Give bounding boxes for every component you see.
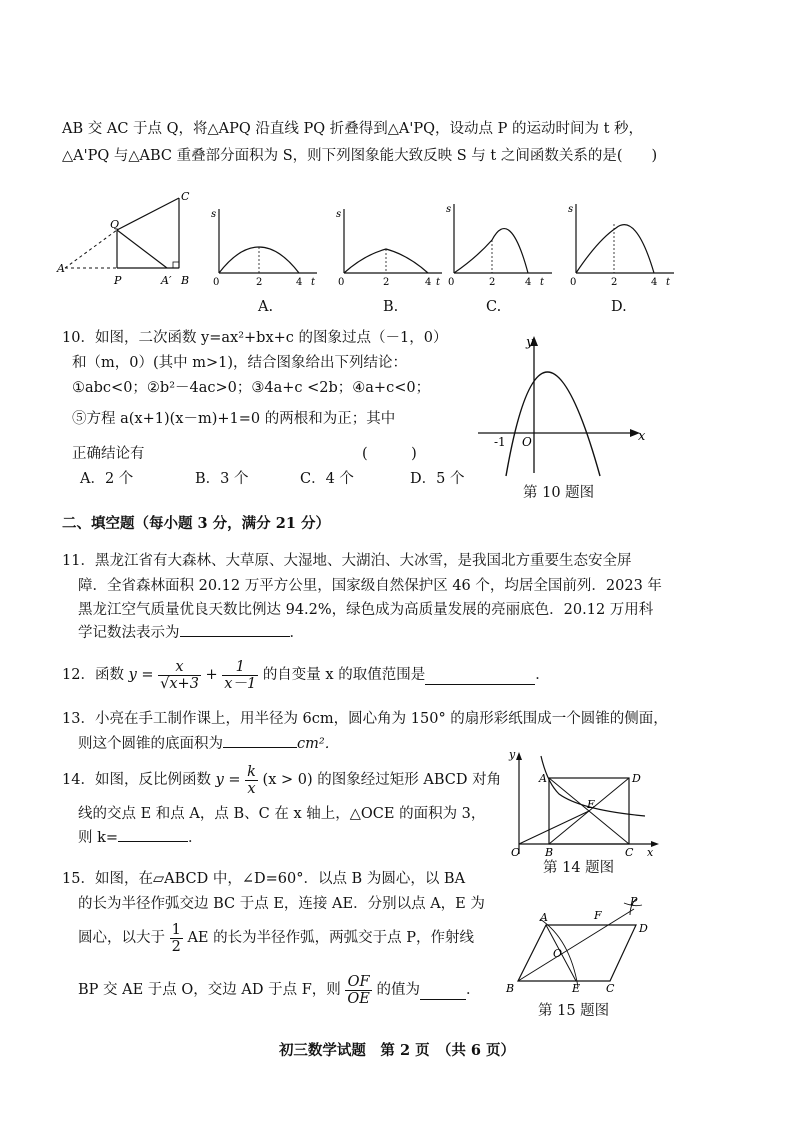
q12-answer-blank[interactable] bbox=[425, 666, 535, 685]
q14-answer-blank[interactable] bbox=[118, 841, 188, 842]
svg-text:s: s bbox=[336, 209, 342, 220]
svg-text:-1: -1 bbox=[494, 435, 506, 449]
q11-answer-blank[interactable] bbox=[180, 636, 290, 637]
svg-text:4: 4 bbox=[651, 277, 658, 288]
svg-text:O: O bbox=[553, 947, 563, 960]
q9-graph-D bbox=[562, 198, 682, 293]
svg-text:C: C bbox=[606, 982, 615, 995]
section-2-title: 二、填空题（每小题 3 分，满分 21 分） bbox=[62, 515, 330, 532]
q10-choice-B: B．3 个 bbox=[195, 471, 249, 487]
parallelogram-ABCD bbox=[518, 925, 636, 981]
q10-choice-A: A．2 个 bbox=[80, 471, 134, 487]
q9-line1: AB 交 AC 于点 Q，将△APQ 沿直线 PQ 折叠得到△A'PQ，设动点 P 的运动时间为 t 秒， bbox=[62, 121, 644, 137]
svg-text:4: 4 bbox=[425, 277, 432, 288]
q10-line3: ①abc<0；②b²－4ac>0；③4a+c <2b；④a+c<0； bbox=[72, 380, 431, 396]
q13-line1: 13．小亮在手工制作课上，用半径为 6cm，圆心角为 150° 的扇形彩纸围成一个圆锥的侧面， bbox=[62, 711, 668, 727]
svg-text:t: t bbox=[311, 277, 316, 288]
svg-text:s: s bbox=[568, 204, 574, 215]
q15-line1: 15．如图，在▱ABCD 中，∠D=60°．以点 B 为圆心，以 BA bbox=[62, 871, 466, 887]
svg-text:y: y bbox=[509, 748, 516, 761]
q15-answer-blank[interactable] bbox=[420, 981, 466, 1000]
svg-text:x: x bbox=[638, 429, 646, 444]
svg-text:C: C bbox=[625, 846, 634, 859]
svg-text:0: 0 bbox=[338, 277, 345, 288]
segment-OE bbox=[519, 811, 589, 844]
dashed-AQ bbox=[65, 230, 117, 268]
q10-line5: 正确结论有 bbox=[72, 446, 145, 462]
q15-parallelogram-figure bbox=[500, 895, 660, 995]
svg-text:0: 0 bbox=[213, 277, 220, 288]
svg-text:D: D bbox=[632, 772, 641, 785]
q11-line3: 黑龙江空气质量优良天数比例达 94.2%，绿色成为高质量发展的亮丽底色．20.12 万用科 bbox=[78, 602, 654, 618]
option-C-label: C. bbox=[486, 299, 502, 315]
q14-figure-caption: 第 14 题图 bbox=[543, 860, 615, 876]
svg-text:E: E bbox=[572, 982, 581, 995]
svg-text:2: 2 bbox=[256, 277, 263, 288]
page-footer: 初三数学试题 第 2 页 （共 6 页） bbox=[278, 1042, 516, 1059]
q9-graph-A bbox=[205, 203, 325, 293]
svg-text:O: O bbox=[511, 846, 521, 859]
q11-line4: 学记数法表示为 ． bbox=[78, 625, 304, 641]
svg-text:B: B bbox=[545, 846, 554, 859]
q9-triangle-figure bbox=[55, 188, 200, 288]
q15-line2: 的长为半径作弧交边 BC 于点 E，连接 AE．分别以点 A，E 为 bbox=[78, 896, 485, 912]
curve-D bbox=[576, 225, 654, 273]
svg-text:2: 2 bbox=[383, 277, 390, 288]
svg-text:O: O bbox=[522, 435, 532, 449]
point-label-A: A bbox=[57, 262, 65, 275]
svg-text:E: E bbox=[587, 798, 596, 811]
point-label-P: P bbox=[114, 274, 122, 287]
svg-text:P: P bbox=[630, 895, 638, 908]
svg-text:t: t bbox=[666, 277, 671, 288]
svg-text:A: A bbox=[540, 911, 548, 924]
option-A-label: A. bbox=[258, 299, 274, 315]
option-B-label: B. bbox=[383, 299, 399, 315]
q10-line4: ⑤方程 a(x+1)(x－m)+1=0 的两根和为正；其中 bbox=[72, 411, 396, 427]
svg-text:2: 2 bbox=[611, 277, 618, 288]
q11-line2: 障．全省森林面积 20.12 万平方公里，国家级自然保护区 46 个，均居全国前列．2023 年 bbox=[78, 578, 662, 594]
q10-line1: 10．如图，二次函数 y=ax²+bx+c 的图象过点（－1，0） bbox=[62, 330, 448, 346]
curve-C bbox=[454, 229, 528, 273]
svg-text:s: s bbox=[211, 209, 217, 220]
q10-choice-D: D．5 个 bbox=[410, 471, 465, 487]
q10-line2: 和（m，0）(其中 m>1)，结合图象给出下列结论： bbox=[72, 355, 408, 371]
parabola-curve bbox=[506, 372, 600, 476]
svg-text:A: A bbox=[539, 772, 547, 785]
q15-figure-caption: 第 15 题图 bbox=[538, 1003, 610, 1019]
svg-text:0: 0 bbox=[448, 277, 455, 288]
point-label-Q: Q bbox=[110, 218, 120, 231]
svg-text:B: B bbox=[506, 982, 515, 995]
q9-graph-B bbox=[330, 203, 450, 293]
q10-answer-paren: ( ) bbox=[362, 446, 417, 462]
svg-text:4: 4 bbox=[525, 277, 532, 288]
q14-line1: 14．如图，反比例函数 y = $\frac{k}{x}$ (x > 0) 的图象经过矩形 ABCD 对角 bbox=[62, 763, 502, 797]
q9-graph-C bbox=[440, 198, 560, 293]
q10-parabola-figure bbox=[478, 328, 658, 478]
q13-answer-blank[interactable] bbox=[223, 747, 297, 748]
q10-choice-C: C．4 个 bbox=[300, 471, 354, 487]
q9-line2: △A'PQ 与△ABC 重叠部分面积为 S，则下列图象能大致反映 S 与 t 之间函数关系的是( ) bbox=[62, 148, 658, 164]
point-label-B: B bbox=[181, 274, 190, 287]
svg-text:0: 0 bbox=[570, 277, 577, 288]
svg-text:4: 4 bbox=[296, 277, 303, 288]
svg-text:y: y bbox=[526, 335, 534, 350]
q11-line1: 11．黑龙江省有大森林、大草原、大湿地、大湖泊、大冰雪，是我国北方重要生态安全屏 bbox=[62, 553, 632, 569]
q14-line3: 则 k= ． bbox=[78, 830, 203, 846]
q15-line3: 圆心，以大于 $\frac{1}{2}$ AE 的长为半径作弧，两弧交于点 P，作射线 bbox=[78, 921, 474, 955]
segment-QA-prime bbox=[117, 230, 167, 268]
right-angle-mark bbox=[173, 262, 179, 268]
svg-text:F: F bbox=[594, 909, 602, 922]
segment-QC bbox=[117, 198, 179, 230]
q10-figure-caption: 第 10 题图 bbox=[523, 485, 595, 501]
q13-line2: 则这个圆锥的底面积为 cm²． bbox=[78, 736, 340, 752]
q14-rectangle-figure bbox=[505, 748, 665, 860]
svg-text:2: 2 bbox=[489, 277, 496, 288]
svg-text:t: t bbox=[436, 277, 441, 288]
q14-line2: 线的交点 E 和点 A，点 B、C 在 x 轴上，△OCE 的面积为 3， bbox=[78, 806, 486, 822]
q15-line4: BP 交 AE 于点 O，交边 AD 于点 F，则 $\frac{OF}{OE}$ 的值为 ． bbox=[78, 973, 481, 1007]
point-label-A-prime: A′ bbox=[161, 274, 172, 287]
svg-text:s: s bbox=[446, 204, 452, 215]
q12-line: 12．函数 y = $\frac{x}{√x+3}$ + $\frac{1}{x-1}$ 的自变量 x 的取值范围是 ． bbox=[62, 658, 550, 692]
svg-text:t: t bbox=[540, 277, 545, 288]
svg-text:x: x bbox=[647, 846, 654, 859]
option-D-label: D. bbox=[611, 299, 627, 315]
point-label-C: C bbox=[181, 190, 190, 203]
svg-text:D: D bbox=[639, 922, 648, 935]
